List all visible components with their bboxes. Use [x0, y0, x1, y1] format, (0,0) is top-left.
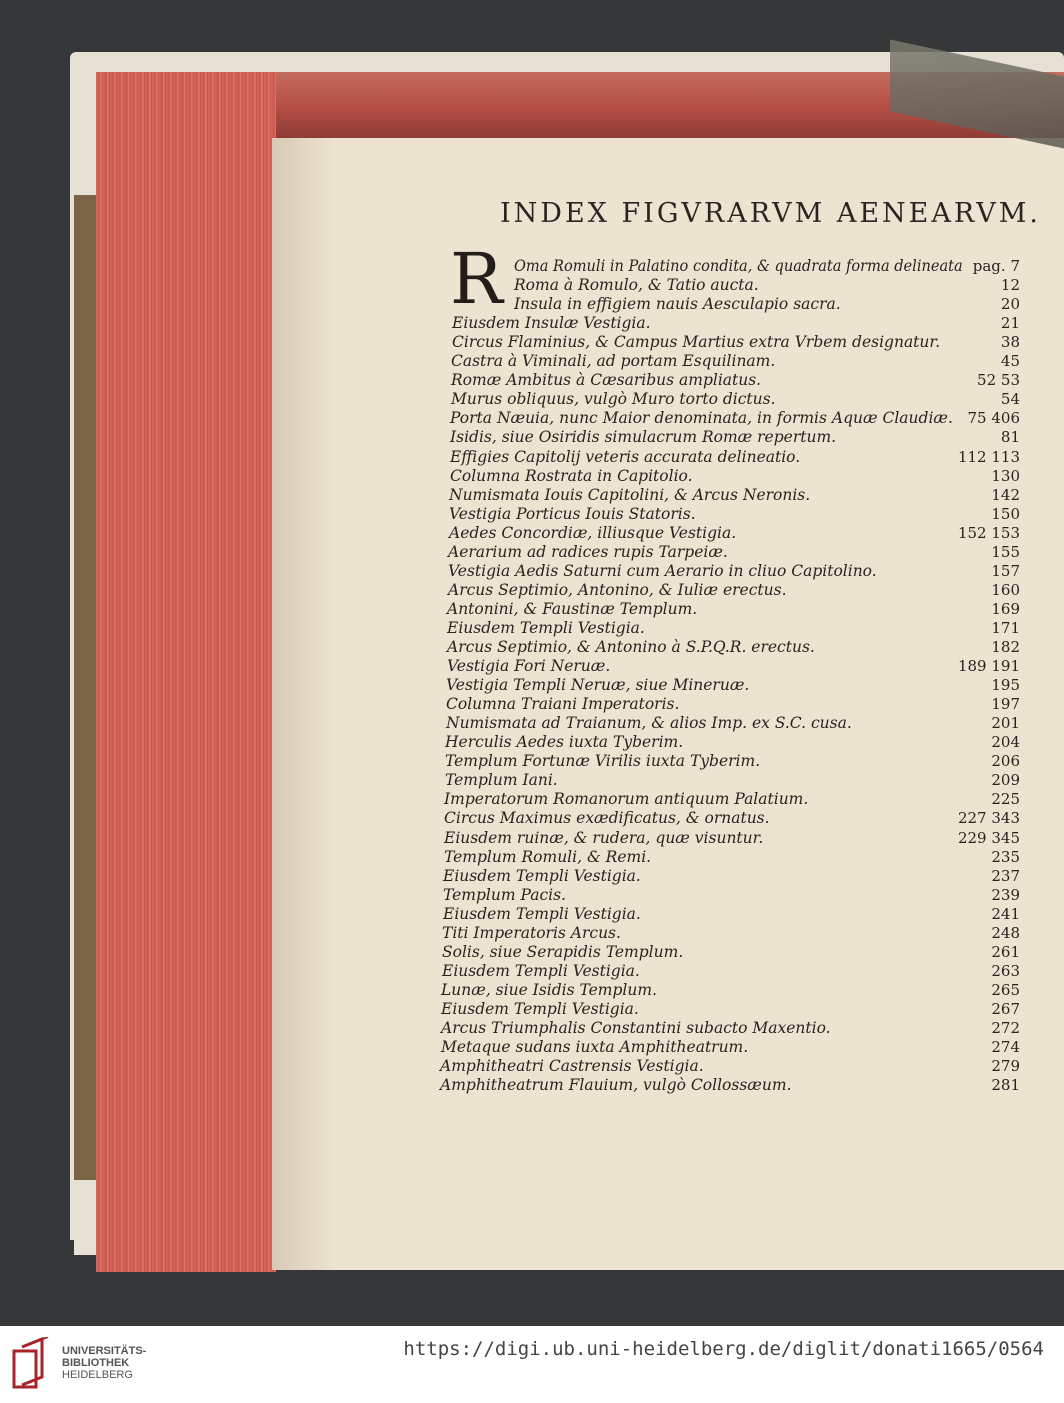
entry-title: Columna Traiani Imperatoris.: [446, 695, 680, 714]
entry-page-number: 206: [991, 752, 1020, 771]
entry-title: Oma Romuli in Palatino condita, & quadrata forma delineata: [514, 257, 963, 275]
index-entry: [0, 408, 1064, 428]
index-entry: [0, 808, 1064, 828]
entry-title: Aerarium ad radices rupis Tarpeiæ.: [448, 542, 728, 561]
index-entry: [0, 504, 1064, 524]
entry-title: Isidis, siue Osiridis simulacrum Romæ repertum.: [450, 428, 837, 447]
index-entry: [0, 770, 1064, 790]
entry-title: Templum Romuli, & Remi.: [444, 847, 652, 866]
index-entry: [0, 675, 1064, 695]
entry-page-number: 239: [991, 885, 1020, 904]
logo-line-2: BIBLIOTHEK: [62, 1357, 130, 1369]
entry-page-number: 225: [991, 790, 1020, 809]
entry-title: Amphitheatri Castrensis Vestigia.: [440, 1057, 704, 1076]
entry-page-number: 201: [991, 714, 1020, 733]
entry-title: Eiusdem Templi Vestigia.: [443, 866, 641, 885]
entry-page-number: 227 343: [957, 809, 1020, 828]
entry-title: Murus obliquus, vulgò Muro torto dictus.: [451, 390, 776, 409]
index-entry: [0, 942, 1064, 962]
entry-page-number: 189 191: [957, 657, 1020, 676]
index-entry: [0, 847, 1064, 867]
index-entry: [0, 713, 1064, 733]
index-title: INDEX FIGVRARVM AENEARVM.: [500, 198, 1041, 229]
index-entry: [0, 637, 1064, 657]
entry-title: Castra à Viminali, ad portam Esquilinam.: [451, 352, 776, 371]
entry-page-number: 267: [991, 999, 1020, 1018]
entry-title: Titi Imperatoris Arcus.: [442, 923, 621, 942]
entry-title: Romæ Ambitus à Cæsaribus ampliatus.: [451, 371, 762, 390]
index-entry: [0, 1037, 1064, 1057]
index-entry: [0, 904, 1064, 924]
index-entry: [0, 923, 1064, 943]
entry-page-number: 261: [991, 942, 1020, 961]
entry-title: Columna Rostrata in Capitolio.: [450, 466, 693, 485]
entry-page-number: 21: [1000, 314, 1020, 333]
entry-page-number: 263: [991, 961, 1020, 980]
index-entry: [0, 275, 1064, 295]
index-entry: [0, 294, 1064, 314]
entry-title: Numismata Iouis Capitolini, & Arcus Neronis.: [449, 485, 811, 504]
library-logo-text[interactable]: [62, 1345, 146, 1381]
logo-line-1: UNIVERSITÄTS-: [62, 1345, 147, 1357]
index-entry: [0, 427, 1064, 447]
index-entry: [0, 542, 1064, 562]
entry-page-number: 142: [991, 485, 1020, 504]
entry-page-number: pag. 7: [972, 257, 1020, 275]
logo-line-3: HEIDELBERG: [62, 1369, 133, 1381]
entry-title: Vestigia Templi Neruæ, siue Mineruæ.: [446, 676, 750, 695]
entry-page-number: 171: [991, 618, 1020, 637]
index-entry: [0, 1075, 1064, 1095]
entry-page-number: 12: [1000, 276, 1020, 295]
entry-page-number: 152 153: [957, 523, 1020, 542]
entry-title: Circus Flaminius, & Campus Martius extra Vrbem designatur.: [452, 333, 941, 352]
entry-page-number: 195: [991, 676, 1020, 695]
entry-page-number: 237: [991, 866, 1020, 885]
entry-title: Eiusdem ruinæ, & rudera, quæ visuntur.: [444, 828, 764, 847]
entry-title: Numismata ad Traianum, & alios Imp. ex S.C. cusa.: [446, 714, 852, 733]
index-entry: [0, 256, 1064, 276]
index-entry: [0, 313, 1064, 333]
entry-page-number: 197: [991, 695, 1020, 714]
entry-page-number: 204: [991, 733, 1020, 752]
index-entry: [0, 389, 1064, 409]
index-entry: [0, 1018, 1064, 1038]
entry-title: Templum Iani.: [445, 771, 558, 790]
index-entry: [0, 980, 1064, 1000]
index-entry: [0, 523, 1064, 543]
entry-title: Vestigia Fori Neruæ.: [447, 657, 611, 676]
entry-page-number: 169: [991, 599, 1020, 618]
entry-title: Eiusdem Templi Vestigia.: [443, 904, 641, 923]
entry-page-number: 75 406: [967, 409, 1020, 428]
entry-page-number: 235: [991, 847, 1020, 866]
entry-page-number: 20: [1000, 295, 1020, 314]
entry-page-number: 112 113: [957, 447, 1020, 466]
index-entry: [0, 999, 1064, 1019]
index-entry: [0, 370, 1064, 390]
entry-title: Circus Maximus exædificatus, & ornatus.: [444, 809, 770, 828]
entry-title: Effigies Capitolij veteris accurata delineatio.: [450, 447, 801, 466]
entry-page-number: 279: [991, 1057, 1020, 1076]
entry-title: Arcus Septimio, & Antonino à S.P.Q.R. erectus.: [447, 638, 815, 656]
index-entry: [0, 751, 1064, 771]
entry-title: Templum Fortunæ Virilis iuxta Tyberim.: [445, 752, 761, 771]
entry-title: Metaque sudans iuxta Amphitheatrum.: [441, 1038, 749, 1057]
entry-title: Eiusdem Templi Vestigia.: [447, 618, 645, 637]
index-entry: [0, 466, 1064, 486]
entry-page-number: 54: [1000, 390, 1020, 409]
entry-title: Aedes Concordiæ, illiusque Vestigia.: [449, 523, 737, 542]
entry-page-number: 52 53: [977, 371, 1020, 390]
document-url[interactable]: https://digi.ub.uni-heidelberg.de/diglit/donati1665/0564: [403, 1338, 1044, 1360]
entry-title: Eiusdem Insulæ Vestigia.: [452, 314, 651, 333]
entry-title: Solis, siue Serapidis Templum.: [442, 942, 684, 961]
index-entry: [0, 561, 1064, 581]
entry-title: Vestigia Porticus Iouis Statoris.: [449, 504, 696, 523]
index-entry: [0, 866, 1064, 886]
index-entry: [0, 1056, 1064, 1076]
entry-page-number: 45: [1000, 352, 1020, 371]
drop-cap: R: [450, 238, 503, 320]
index-entry: [0, 599, 1064, 619]
entry-title: Lunæ, siue Isidis Templum.: [441, 980, 657, 999]
entry-title: Imperatorum Romanorum antiquum Palatium.: [444, 790, 809, 809]
index-entry: [0, 828, 1064, 848]
entry-page-number: 81: [1000, 428, 1020, 447]
entry-title: Eiusdem Templi Vestigia.: [442, 961, 640, 980]
index-entry: [0, 447, 1064, 467]
entry-page-number: 155: [991, 542, 1020, 561]
index-entry: [0, 580, 1064, 600]
index-entry: [0, 789, 1064, 809]
entry-page-number: 272: [991, 1019, 1020, 1037]
entry-title: Porta Næuia, nunc Maior denominata, in formis Aquæ Claudiæ.: [450, 409, 953, 428]
entry-title: Insula in effigiem nauis Aesculapio sacra.: [514, 295, 841, 314]
index-entry: [0, 351, 1064, 371]
library-logo-icon[interactable]: [12, 1337, 52, 1389]
entry-title: Amphitheatrum Flauium, vulgò Collossæum.: [440, 1076, 792, 1095]
entry-page-number: 150: [991, 504, 1020, 523]
entry-page-number: 229 345: [957, 828, 1020, 847]
index-entry: [0, 618, 1064, 638]
entry-title: Arcus Triumphalis Constantini subacto Maxentio.: [441, 1019, 831, 1037]
index-entry: [0, 694, 1064, 714]
entry-page-number: 274: [991, 1038, 1020, 1057]
entry-title: Herculis Aedes iuxta Tyberim.: [445, 733, 684, 752]
entry-title: Eiusdem Templi Vestigia.: [441, 999, 639, 1018]
entry-title: Vestigia Aedis Saturni cum Aerario in cliuo Capitolino.: [448, 561, 877, 580]
entry-page-number: 209: [991, 771, 1020, 790]
entry-page-number: 265: [991, 980, 1020, 999]
entry-page-number: 241: [991, 904, 1020, 923]
entry-page-number: 248: [991, 923, 1020, 942]
entry-title: Arcus Septimio, Antonino, & Iuliæ erectus.: [448, 580, 787, 599]
entry-title: Roma à Romulo, & Tatio aucta.: [514, 276, 759, 295]
entry-page-number: 281: [991, 1076, 1020, 1095]
index-entry: [0, 885, 1064, 905]
entry-page-number: 160: [991, 580, 1020, 599]
index-entry: [0, 732, 1064, 752]
entry-page-number: 157: [991, 561, 1020, 580]
entry-page-number: 38: [1000, 333, 1020, 352]
entry-page-number: 130: [991, 466, 1020, 485]
index-entry: [0, 961, 1064, 981]
entry-title: Antonini, & Faustinæ Templum.: [447, 599, 698, 618]
index-entry: [0, 332, 1064, 352]
index-entry: [0, 656, 1064, 676]
entry-title: Templum Pacis.: [443, 885, 566, 904]
entry-page-number: 182: [991, 638, 1020, 656]
index-entry: [0, 485, 1064, 505]
